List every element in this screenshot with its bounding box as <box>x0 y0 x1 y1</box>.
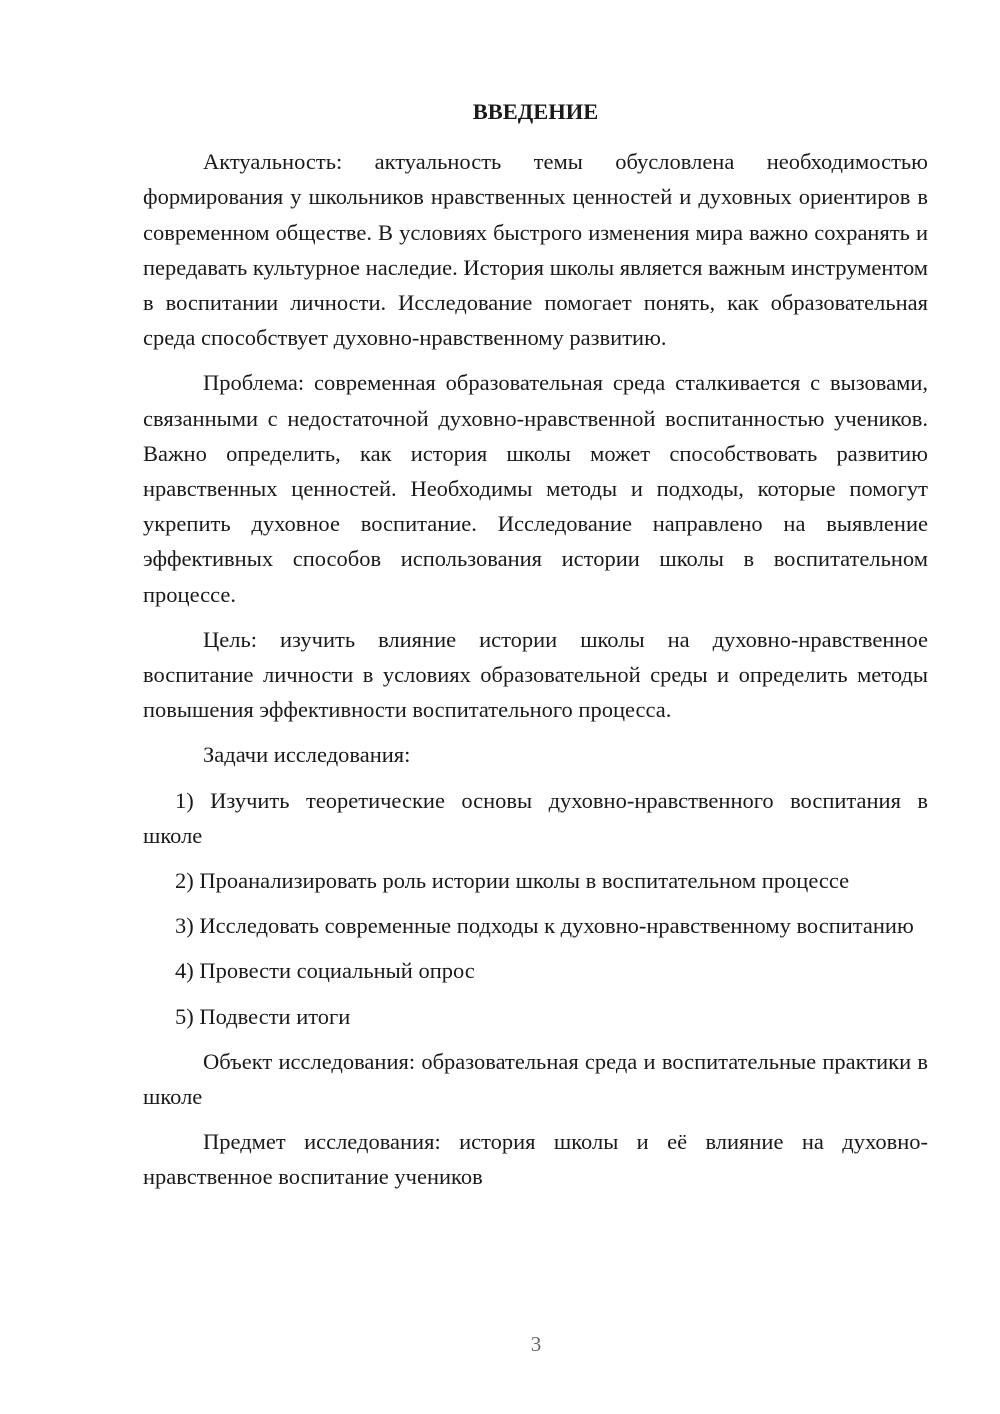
page-number: 3 <box>530 1332 542 1356</box>
page-heading: ВВЕДЕНИЕ <box>472 99 599 124</box>
task-item: 2) Проанализировать роль истории школы в воспитательном процессе <box>175 868 850 894</box>
goal-paragraph: Цель: изучить влияние истории школы на духовно-нравственное воспитание личности в условиях образовательной среды и определить методы повышения эффективности воспитательного процесса. <box>143 626 928 723</box>
task-item: 5) Подвести итоги <box>175 1003 351 1029</box>
task-item: 1) Изучить теоретические основы духовно-нравственного воспитания в школе <box>143 787 928 848</box>
task-item: 4) Провести социальный опрос <box>175 958 475 984</box>
page-content <box>143 94 928 1195</box>
subject-paragraph: Предмет исследования: история школы и её влияние на духовно-нравственное воспитание учеников <box>143 1129 928 1190</box>
tasks-title: Задачи исследования: <box>203 742 411 768</box>
task-item: 3) Исследовать современные подходы к духовно-нравственному воспитанию <box>175 913 914 939</box>
object-paragraph: Объект исследования: образовательная среда и воспитательные практики в школе <box>143 1048 928 1110</box>
relevance-paragraph: Актуальность: актуальность темы обусловлена необходимостью формирования у школьников нравственных ценностей и духовных ориентиров в современном обществе. В условиях быстрого изменения мира важно сохранять и передавать культурное наследие. История школы является важным инструментом в воспитании личности. Исследование помогает понять, как образовательная среда способствует духовно-нравственному развитию. <box>143 149 928 351</box>
problem-paragraph: Проблема: современная образовательная среда сталкивается с вызовами, связанными с недостаточной духовно-нравственной воспитанностью учеников. Важно определить, как история школы может способствовать развитию нравственных ценностей. Необходимы методы и подходы, которые помогут укрепить духовное воспитание. Исследование направлено на выявление эффективных способов использования истории школы в воспитательном процессе. <box>143 370 928 607</box>
